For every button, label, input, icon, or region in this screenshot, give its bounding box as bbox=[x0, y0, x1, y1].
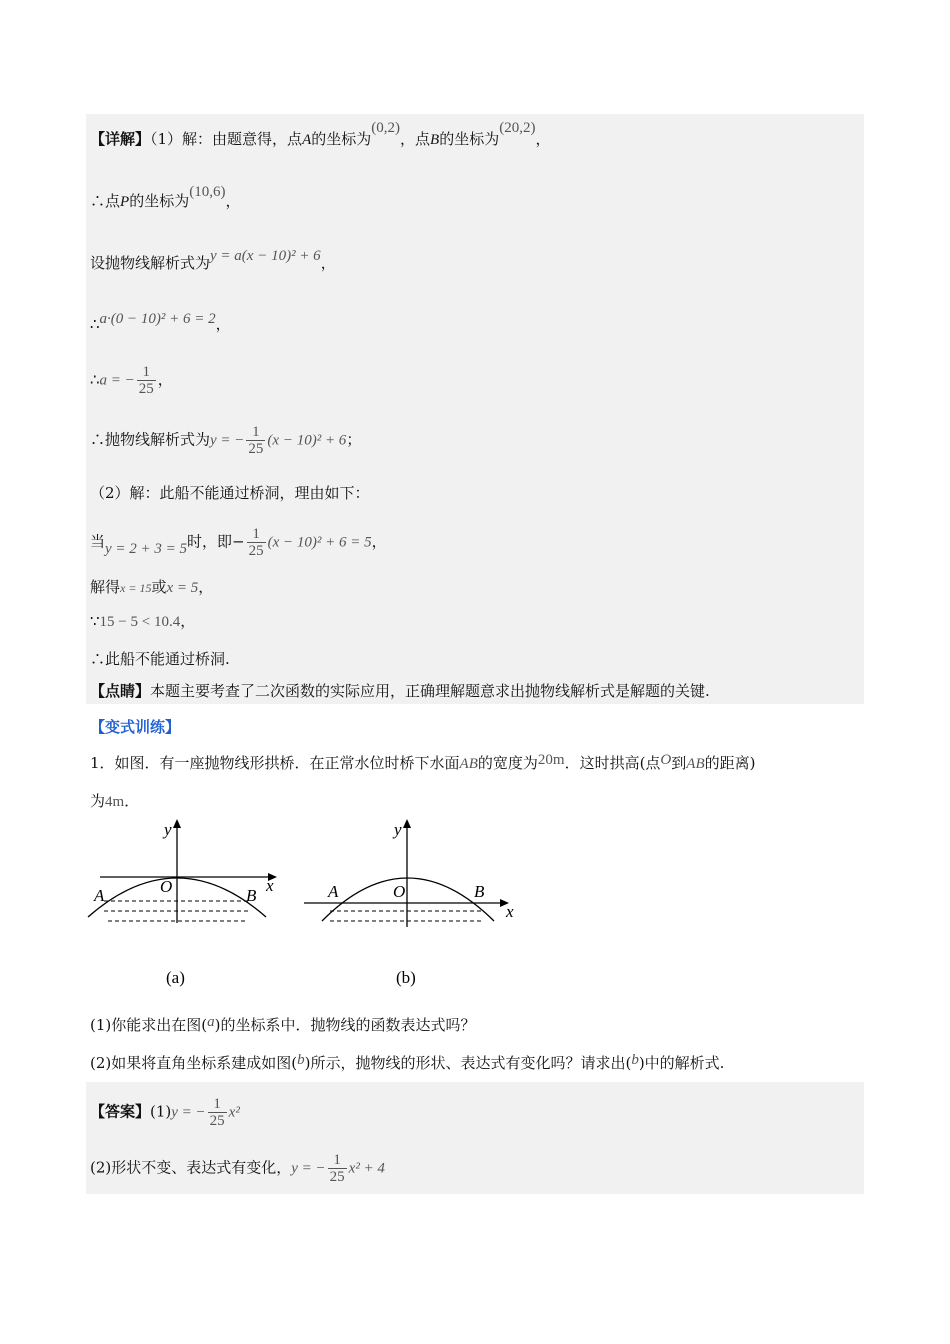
solution-line-11: ∴此船不能通过桥洞. bbox=[90, 650, 230, 668]
figure-a bbox=[86, 815, 286, 990]
label-A: A bbox=[328, 882, 339, 901]
caption-b: (b) bbox=[396, 968, 416, 987]
label-A: A bbox=[94, 886, 105, 905]
comment-tag: 【点睛】 bbox=[90, 682, 151, 700]
solution-line-9: 解得x = 15或x = 5， bbox=[90, 578, 214, 596]
solution-line-5: ∴a = − $\frac{1}{25}$ ， bbox=[90, 364, 173, 397]
A-coord: (0,2) bbox=[371, 120, 400, 136]
fraction: $\frac{1}{25}$ bbox=[138, 364, 154, 397]
label-O: O bbox=[393, 882, 406, 901]
subquestion-2: (2)如果将直角坐标系建成如图(b)所示，抛物线的形状、表达式有变化吗？请求出(b)中的解析式. bbox=[90, 1052, 725, 1072]
solution-line-1: 【详解】（1）解：由题意得，点A的坐标为(0,2)，点B的坐标为(20,2)， bbox=[90, 120, 551, 148]
fraction: $\frac{1}{25}$ bbox=[329, 1152, 345, 1185]
label-y: y bbox=[394, 820, 402, 839]
solution-line-4: ∴a·(0 − 10)² + 6 = 2， bbox=[90, 311, 231, 333]
parabola bbox=[322, 878, 494, 921]
figure-b bbox=[300, 815, 530, 990]
label-B: B bbox=[246, 886, 257, 905]
B-coord: (20,2) bbox=[499, 120, 536, 136]
subquestion-1: (1)你能求出在图(a)的坐标系中．抛物线的函数表达式吗？ bbox=[90, 1014, 476, 1034]
y-arrow bbox=[403, 819, 411, 828]
fraction: $\frac{1}{25}$ bbox=[209, 1096, 225, 1129]
solution-line-3: 设抛物线解析式为y = a(x − 10)² + 6， bbox=[90, 248, 336, 272]
solution-line-8: 当y = 2 + 3 = 5时，即− $\frac{1}{25}$ (x − 10)² + 6 = 5， bbox=[90, 526, 387, 559]
solution-line-6: ∴抛物线解析式为y = − $\frac{1}{25}$ (x − 10)² + 6； bbox=[90, 424, 362, 457]
fraction: $\frac{1}{25}$ bbox=[248, 424, 264, 457]
P-coord: (10,6) bbox=[189, 184, 226, 200]
sub-expr: a·(0 − 10)² + 6 = 2 bbox=[99, 311, 216, 327]
question-line-1: 1．如图．有一座抛物线形拱桥．在正常水位时桥下水面AB的宽度为20m．这时拱高(点O到AB的距离) bbox=[90, 752, 756, 772]
fraction: $\frac{1}{25}$ bbox=[248, 526, 264, 559]
answer-line-2: (2)形状不变、表达式有变化，y = − $\frac{1}{25}$ x² + 4 bbox=[90, 1152, 385, 1185]
solution-line-10: ∵15 − 5 < 10.4， bbox=[90, 612, 196, 630]
detail-tag: 【详解】 bbox=[90, 130, 151, 148]
label-x: x bbox=[266, 876, 274, 895]
solution-line-12: 【点睛】本题主要考查了二次函数的实际应用，正确理解题意求出抛物线解析式是解题的关键. bbox=[90, 682, 710, 700]
set-expr: y = a(x − 10)² + 6 bbox=[210, 248, 321, 264]
label-y: y bbox=[164, 820, 172, 839]
label-O: O bbox=[160, 877, 173, 896]
answer-tag: 【答案】 bbox=[90, 1102, 151, 1121]
caption-a: (a) bbox=[166, 968, 185, 987]
solution-line-7: （2）解：此船不能通过桥洞，理由如下： bbox=[90, 484, 370, 502]
solution-line-2: ∴点P的坐标为(10,6)， bbox=[90, 184, 241, 210]
answer-line-1: 【答案】(1)y = − $\frac{1}{25}$ x² bbox=[90, 1096, 240, 1129]
question-line-2: 为4m． bbox=[90, 792, 140, 810]
variant-title: 【变式训练】 bbox=[90, 718, 181, 736]
label-x: x bbox=[506, 902, 514, 921]
y-arrow bbox=[173, 819, 181, 828]
label-B: B bbox=[474, 882, 485, 901]
